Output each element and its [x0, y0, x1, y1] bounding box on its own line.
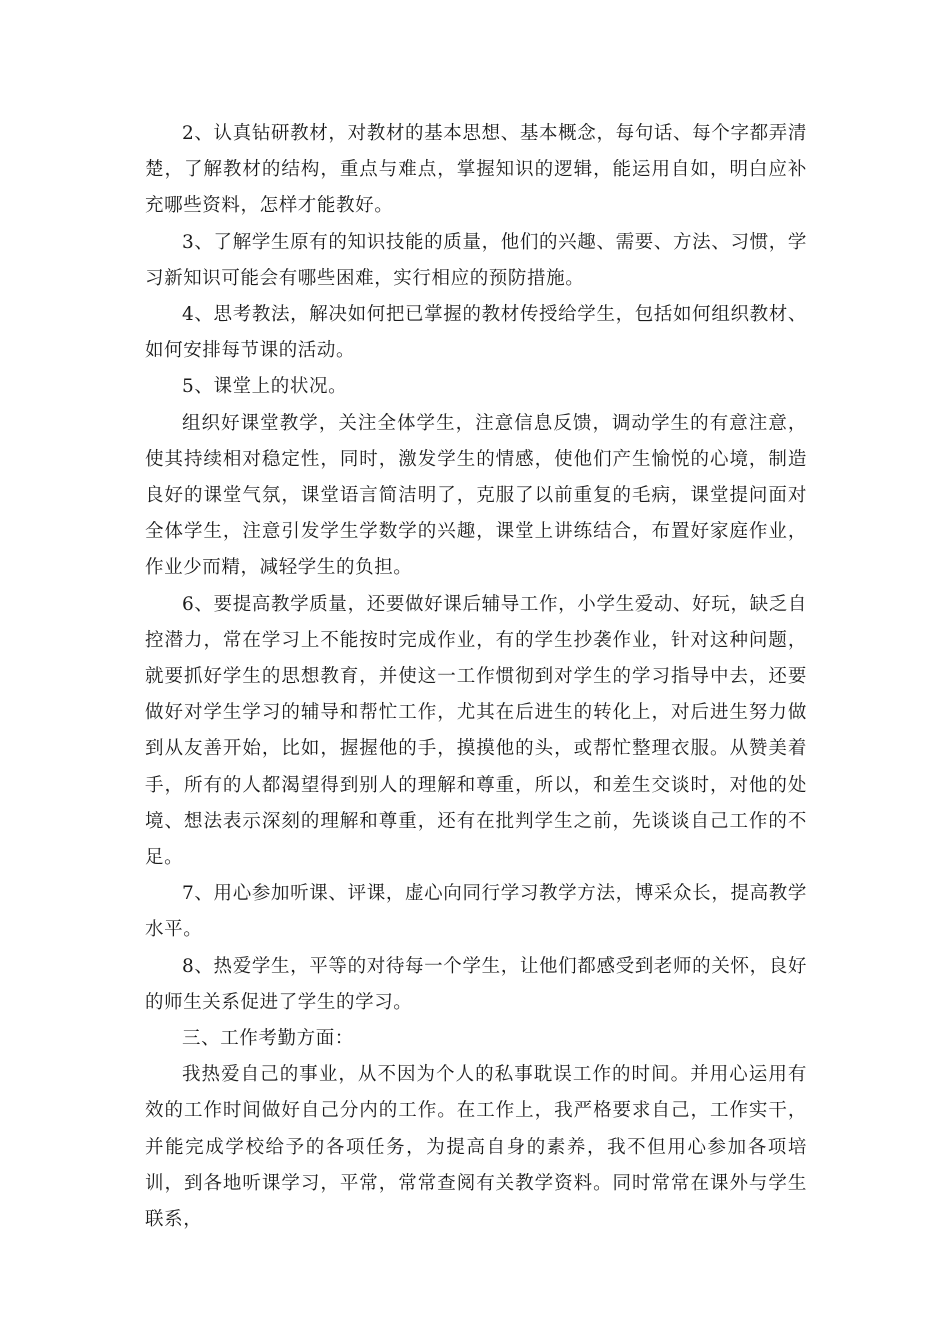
section-heading-attendance: 三、工作考勤方面： — [182, 1028, 354, 1050]
paragraph-item-4: 4、思考教法，解决如何把已掌握的教材传授给学生，包括如何组织教材、如何安排每节课的活动。 — [145, 304, 807, 362]
paragraph-classroom: 组织好课堂教学，关注全体学生，注意信息反馈，调动学生的有意注意，使其持续相对稳定性，同时，激发学生的情感，使他们产生愉悦的心境，制造良好的课堂气氛，课堂语言简洁明了，克服了以前重复的毛病，课堂提问面对全体学生，注意引发学生学数学的兴趣，课堂上讲练结合，布置好家庭作业，作业少而精，减轻学生的负担。 — [145, 412, 807, 579]
paragraph-item-6: 6、要提高教学质量，还要做好课后辅导工作，小学生爱动、好玩，缺乏自控潜力，常在学习上不能按时完成作业，有的学生抄袭作业，针对这种问题，就要抓好学生的思想教育，并使这一工作惯彻到对学生的学习指导中去，还要做好对学生学习的辅导和帮忙工作，尤其在后进生的转化上，对后进生努力做到从友善开始，比如，握握他的手，摸摸他的头，或帮忙整理衣服。从赞美着手，所有的人都渴望得到别人的理解和尊重，所以，和差生交谈时，对他的处境、想法表示深刻的理解和尊重，还有在批判学生之前，先谈谈自己工作的不足。 — [145, 593, 807, 869]
paragraph-item-7: 7、用心参加听课、评课，虚心向同行学习教学方法，博采众长，提高教学水平。 — [145, 883, 807, 941]
document-body — [145, 116, 807, 1238]
paragraph-item-8: 8、热爱学生，平等的对待每一个学生，让他们都感受到老师的关怀，良好的师生关系促进了学生的学习。 — [145, 955, 807, 1013]
paragraph-item-5: 5、课堂上的状况。 — [182, 376, 348, 398]
paragraph-item-3: 3、了解学生原有的知识技能的质量，他们的兴趣、需要、方法、习惯，学习新知识可能会有哪些困难，实行相应的预防措施。 — [145, 231, 807, 289]
paragraph-item-2: 2、认真钻研教材，对教材的基本思想、基本概念，每句话、每个字都弄清楚，了解教材的结构，重点与难点，掌握知识的逻辑，能运用自如，明白应补充哪些资料，怎样才能教好。 — [145, 123, 807, 217]
paragraph-attendance: 我热爱自己的事业，从不因为个人的私事耽误工作的时间。并用心运用有效的工作时间做好自己分内的工作。在工作上，我严格要求自己，工作实干，并能完成学校给予的各项任务，为提高自身的素养，我不但用心参加各项培训，到各地听课学习，平常，常常查阅有关教学资料。同时常常在课外与学生联系， — [145, 1064, 807, 1231]
